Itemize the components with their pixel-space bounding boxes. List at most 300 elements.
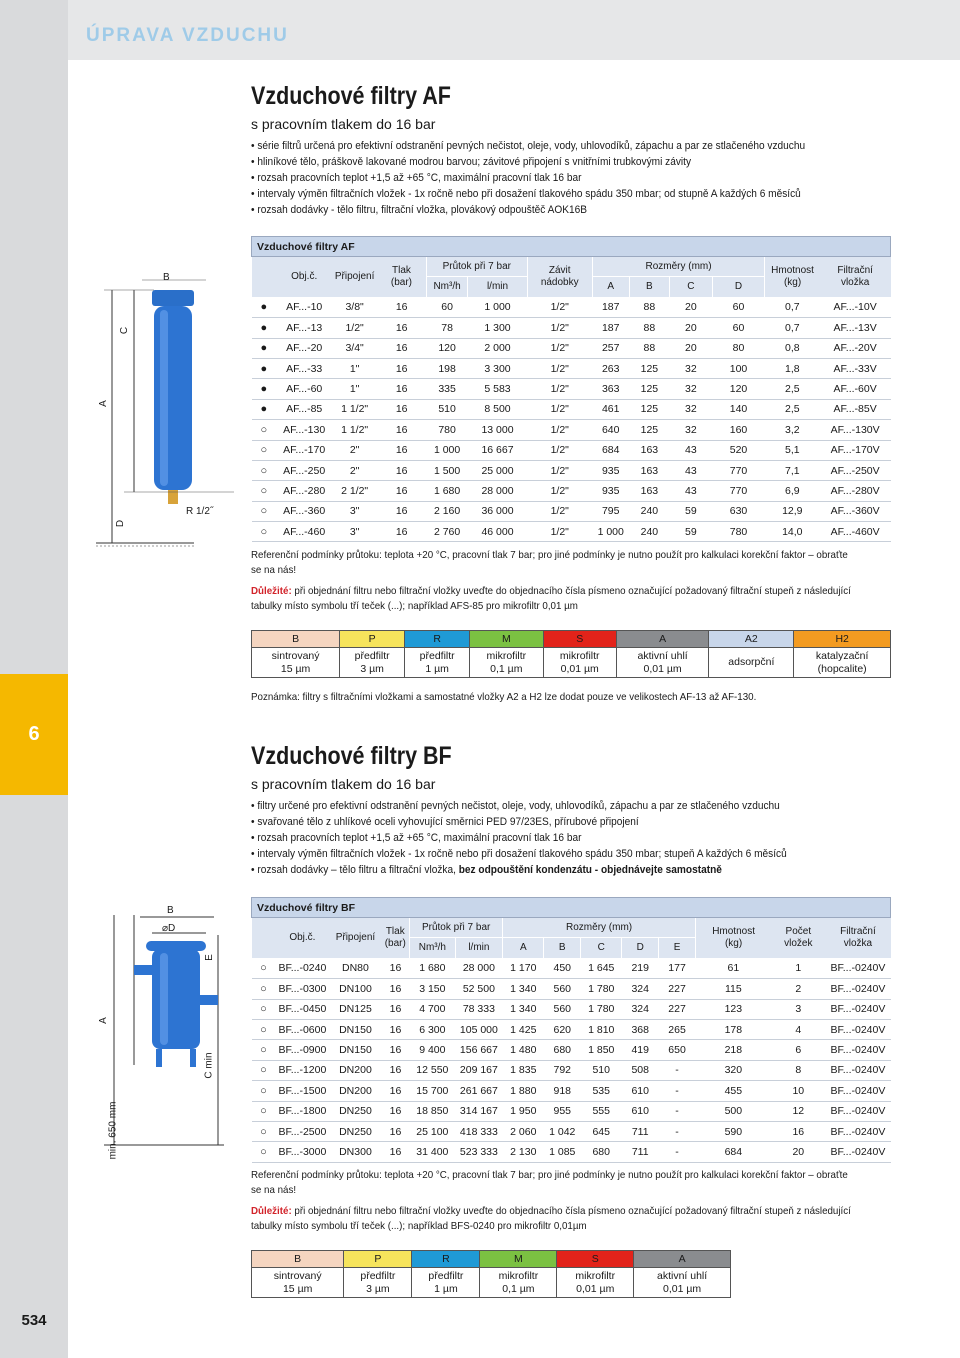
table-cell: 610 xyxy=(622,1081,659,1101)
table-cell: 13 000 xyxy=(468,420,527,440)
table-cell: 12 xyxy=(771,1101,825,1121)
table-cell: 1 170 xyxy=(503,958,544,978)
table-cell: 140 xyxy=(712,399,765,419)
table-cell: 461 xyxy=(592,399,629,419)
availability-icon: ● xyxy=(252,297,277,317)
grade-size: 15 µm xyxy=(282,1282,313,1295)
table-cell: 178 xyxy=(695,1019,771,1039)
table-cell: 684 xyxy=(695,1142,771,1162)
availability-icon: ○ xyxy=(252,979,276,999)
table-cell: 60 xyxy=(712,297,765,317)
table-cell: 78 xyxy=(426,318,467,338)
grade-name: předfiltr xyxy=(428,1269,464,1282)
table-cell: 125 xyxy=(629,399,669,419)
table-cell: DN300 xyxy=(329,1142,381,1162)
table-cell: 510 xyxy=(581,1060,622,1080)
grade-desc xyxy=(709,648,794,678)
table-cell: 123 xyxy=(695,999,771,1019)
table-cell: 3/8" xyxy=(332,297,377,317)
af-bullet: • hliníkové tělo, práškově lakované modrou barvou; závitové připojení s vnitřními trubkovými závity xyxy=(251,154,895,170)
grade-name: aktivní uhlí xyxy=(656,1269,708,1282)
grade-size: 0,1 µm xyxy=(490,662,523,675)
table-cell: 16 xyxy=(377,460,426,480)
table-cell: 500 xyxy=(695,1101,771,1121)
section-title: ÚPRAVA VZDUCHU xyxy=(86,25,289,46)
table-cell: 1,8 xyxy=(765,358,820,378)
table-cell: AF...-130V xyxy=(820,420,891,440)
table-cell: 1 042 xyxy=(544,1121,581,1141)
table-cell: 324 xyxy=(622,999,659,1019)
table-cell: 8 xyxy=(771,1060,825,1080)
table-cell: AF...-250 xyxy=(276,460,332,480)
table-cell: 198 xyxy=(426,358,467,378)
bf-bullet: • svařované tělo z uhlíkové oceli vyhovující směrnici PED 97/23ES, přírubové připojení xyxy=(251,814,895,830)
table-cell: 711 xyxy=(622,1121,659,1141)
table-cell: 1 645 xyxy=(581,958,622,978)
table-cell: 918 xyxy=(544,1081,581,1101)
grade-name: mikrofiltr xyxy=(559,649,600,662)
table-cell: 523 333 xyxy=(455,1142,503,1162)
table-cell: 80 xyxy=(712,338,765,358)
chapter-tab: 6 xyxy=(0,674,68,795)
grade-name: mikrofiltr xyxy=(575,1269,616,1282)
grade-desc xyxy=(557,1268,634,1298)
bf-th-prutok: Průtok při 7 bar xyxy=(410,918,503,938)
table-cell: 163 xyxy=(629,460,669,480)
table-cell: 795 xyxy=(592,501,629,521)
table-cell: 1 340 xyxy=(503,979,544,999)
table-row xyxy=(252,318,891,338)
table-cell: BF...-0300 xyxy=(275,979,329,999)
table-cell: BF...-0600 xyxy=(275,1019,329,1039)
table-cell: AF...-170 xyxy=(276,440,332,460)
table-cell: 510 xyxy=(426,399,467,419)
table-cell: 20 xyxy=(670,318,713,338)
table-cell: 105 000 xyxy=(455,1019,503,1039)
grade-name: předfiltr xyxy=(354,649,390,662)
grade-code: B xyxy=(252,631,340,648)
af-th-hmotnost: Hmotnost (kg) xyxy=(765,257,820,298)
grade-code: H2 xyxy=(794,631,891,648)
table-cell: BF...-1200 xyxy=(275,1060,329,1080)
bf-th-b: B xyxy=(544,938,581,958)
bf-dim-a: A xyxy=(97,1017,109,1024)
table-cell: 2 1/2" xyxy=(332,481,377,501)
table-cell: 320 xyxy=(695,1060,771,1080)
af-th-c: C xyxy=(670,277,713,297)
availability-icon: ● xyxy=(252,338,277,358)
table-cell: AF...-360 xyxy=(276,501,332,521)
af-th-nm3h: Nm³/h xyxy=(426,277,467,297)
grade-code: A xyxy=(634,1251,731,1268)
table-cell: 125 xyxy=(629,358,669,378)
bf-th-pocet: Počet vložek xyxy=(771,918,825,959)
table-cell: 265 xyxy=(659,1019,696,1039)
table-cell: - xyxy=(659,1142,696,1162)
availability-icon: ○ xyxy=(252,1040,276,1060)
availability-icon: ○ xyxy=(252,1121,276,1141)
table-cell: 1 810 xyxy=(581,1019,622,1039)
table-row xyxy=(252,1142,891,1162)
bf-dim-b: B xyxy=(167,905,174,916)
availability-icon: ○ xyxy=(252,958,276,978)
table-row xyxy=(252,979,891,999)
table-cell: 2 160 xyxy=(426,501,467,521)
availability-icon: ○ xyxy=(252,522,277,542)
table-cell: 680 xyxy=(581,1142,622,1162)
table-cell: 1/2" xyxy=(527,358,592,378)
table-cell: 1 1/2" xyxy=(332,399,377,419)
table-cell: 16 xyxy=(381,1121,409,1141)
availability-icon: ○ xyxy=(252,1019,276,1039)
table-cell: 1" xyxy=(332,358,377,378)
table-cell: 227 xyxy=(659,979,696,999)
table-cell: 187 xyxy=(592,297,629,317)
table-cell: 16 xyxy=(381,1060,409,1080)
section-header xyxy=(68,0,960,60)
table-cell: 620 xyxy=(544,1019,581,1039)
table-cell: 59 xyxy=(670,522,713,542)
grade-code: M xyxy=(470,631,543,648)
table-cell: 219 xyxy=(622,958,659,978)
bf-th-e: E xyxy=(659,938,696,958)
table-row xyxy=(252,420,891,440)
af-th-d: D xyxy=(712,277,765,297)
table-cell: 25 100 xyxy=(410,1121,455,1141)
grade-code: M xyxy=(480,1251,557,1268)
table-cell: DN125 xyxy=(329,999,381,1019)
bf-th-hmotnost: Hmotnost (kg) xyxy=(695,918,771,959)
table-cell: BF...-0240V xyxy=(825,1142,890,1162)
af-important: Důležité: při objednání filtru nebo filtrační vložky uveďte do objednacího čísla písmeno označující požadovaný filtrační stupeň z následující tabulky místo symbolu tří teček (...); například AFS-85 pro mikrofiltr 0,01 µm xyxy=(251,585,851,612)
grade-size: 3 µm xyxy=(360,662,384,675)
grade-name: adsorpční xyxy=(728,656,775,668)
table-cell: 115 xyxy=(695,979,771,999)
grade-code: S xyxy=(543,631,616,648)
af-bullets xyxy=(251,138,895,218)
table-cell: DN200 xyxy=(329,1060,381,1080)
table-cell: 16 xyxy=(377,338,426,358)
table-cell: DN250 xyxy=(329,1121,381,1141)
availability-icon: ○ xyxy=(252,999,276,1019)
table-cell: 46 000 xyxy=(468,522,527,542)
af-dim-c: C xyxy=(119,326,131,335)
grade-size: 1 µm xyxy=(434,1282,458,1295)
table-cell: 455 xyxy=(695,1081,771,1101)
table-cell: BF...-0240V xyxy=(825,958,890,978)
table-cell: 1 340 xyxy=(503,999,544,1019)
table-cell: 418 333 xyxy=(455,1121,503,1141)
af-table-caption: Vzduchové filtry AF xyxy=(252,237,891,257)
bf-bullet: • filtry určené pro efektivní odstranění pevných nečistot, oleje, vody, uhlovodíků, zápachu a par ze stlačeného vzduchu xyxy=(251,798,895,814)
table-cell: 16 xyxy=(381,1040,409,1060)
table-cell: 650 xyxy=(659,1040,696,1060)
table-cell: 5,1 xyxy=(765,440,820,460)
table-cell: 16 667 xyxy=(468,440,527,460)
table-cell: 125 xyxy=(629,379,669,399)
table-cell: 3" xyxy=(332,501,377,521)
table-row xyxy=(252,338,891,358)
table-cell: 36 000 xyxy=(468,501,527,521)
bf-th-nm3h: Nm³/h xyxy=(410,938,455,958)
table-cell: 4 xyxy=(771,1019,825,1039)
grade-size: 3 µm xyxy=(366,1282,390,1295)
table-cell: BF...-0240 xyxy=(275,958,329,978)
table-cell: 20 xyxy=(771,1142,825,1162)
availability-icon: ● xyxy=(252,379,277,399)
table-row xyxy=(252,358,891,378)
grade-code: A2 xyxy=(709,631,794,648)
availability-icon: ○ xyxy=(252,420,277,440)
table-cell: 257 xyxy=(592,338,629,358)
af-grade-table xyxy=(251,630,891,678)
bf-title: Vzduchové filtry BF xyxy=(251,742,452,770)
table-cell: 1 880 xyxy=(503,1081,544,1101)
grade-code: R xyxy=(405,631,470,648)
table-cell: 1/2" xyxy=(527,460,592,480)
table-cell: AF...-250V xyxy=(820,460,891,480)
table-cell: 1 680 xyxy=(426,481,467,501)
table-cell: 177 xyxy=(659,958,696,978)
table-cell: 209 167 xyxy=(455,1060,503,1080)
table-cell: 12,9 xyxy=(765,501,820,521)
af-reference: Referenční podmínky průtoku: teplota +20 °C, pracovní tlak 7 bar; pro jiné podmínky je nutno použít pro kalkulaci korekční faktor – obraťte se na nás! xyxy=(251,549,848,576)
grade-code: P xyxy=(344,1251,412,1268)
table-cell: AF...-170V xyxy=(820,440,891,460)
table-cell: 2 060 xyxy=(503,1121,544,1141)
table-cell: 20 xyxy=(670,297,713,317)
table-cell: 60 xyxy=(712,318,765,338)
bf-th-lmin: l/min xyxy=(455,938,503,958)
table-cell: 16 xyxy=(381,1142,409,1162)
table-row xyxy=(252,522,891,542)
table-cell: 16 xyxy=(771,1121,825,1141)
table-cell: 16 xyxy=(377,379,426,399)
af-poznamka: Poznámka: filtry s filtračními vložkami a samostatné vložky A2 a H2 lze dodat pouze ve velikostech AF-13 až AF-130. xyxy=(251,691,757,703)
table-cell: 1 000 xyxy=(592,522,629,542)
table-cell: 16 xyxy=(377,420,426,440)
af-bullet: • rozsah pracovních teplot +1,5 až +65 °C, maximální pracovní tlak 16 bar xyxy=(251,170,895,186)
table-cell: DN150 xyxy=(329,1019,381,1039)
table-cell: BF...-0240V xyxy=(825,1081,890,1101)
bf-dim-c: C min xyxy=(203,1052,215,1079)
table-cell: 2 xyxy=(771,979,825,999)
table-cell: BF...-0240V xyxy=(825,1121,890,1141)
table-cell: AF...-10V xyxy=(820,297,891,317)
table-cell: 120 xyxy=(426,338,467,358)
table-cell: 3,2 xyxy=(765,420,820,440)
table-cell: 88 xyxy=(629,318,669,338)
grade-desc xyxy=(412,1268,480,1298)
table-cell: 60 xyxy=(426,297,467,317)
table-cell: 780 xyxy=(426,420,467,440)
table-cell: DN100 xyxy=(329,979,381,999)
bf-reference: Referenční podmínky průtoku: teplota +20 °C, pracovní tlak 7 bar; pro jiné podmínky je nutno použít pro kalkulaci korekční faktor – obraťte se na nás! xyxy=(251,1169,848,1196)
table-cell: 16 xyxy=(377,358,426,378)
table-cell: 16 xyxy=(381,1101,409,1121)
table-cell: 1 xyxy=(771,958,825,978)
table-cell: 1/2" xyxy=(527,338,592,358)
table-cell: 156 667 xyxy=(455,1040,503,1060)
availability-icon: ○ xyxy=(252,440,277,460)
grade-size: 0,01 µm xyxy=(576,1282,615,1295)
table-cell: 28 000 xyxy=(468,481,527,501)
table-cell: BF...-0240V xyxy=(825,999,890,1019)
table-cell: 32 xyxy=(670,399,713,419)
bf-th-c: C xyxy=(581,938,622,958)
af-bullet: • rozsah dodávky - tělo filtru, filtrační vložka, plovákový odpouštěč AOK16B xyxy=(251,202,895,218)
availability-icon: ○ xyxy=(252,460,277,480)
af-th-vlozka: Filtrační vložka xyxy=(820,257,891,298)
table-cell: - xyxy=(659,1121,696,1141)
table-cell: BF...-0240V xyxy=(825,979,890,999)
table-cell: BF...-0240V xyxy=(825,1101,890,1121)
grade-code: A xyxy=(616,631,708,648)
table-cell: 8 500 xyxy=(468,399,527,419)
grade-size: 0,01 µm xyxy=(663,1282,702,1295)
table-cell: 1/2" xyxy=(527,481,592,501)
table-cell: 590 xyxy=(695,1121,771,1141)
bf-table-caption: Vzduchové filtry BF xyxy=(252,898,891,918)
table-cell: 780 xyxy=(712,522,765,542)
table-cell: 88 xyxy=(629,338,669,358)
table-row xyxy=(252,1060,891,1080)
af-dim-r: R 1/2˝ xyxy=(186,506,214,517)
table-cell: - xyxy=(659,1081,696,1101)
table-cell: 78 333 xyxy=(455,999,503,1019)
table-cell: 368 xyxy=(622,1019,659,1039)
table-cell: 1/2" xyxy=(527,399,592,419)
table-cell: 14,0 xyxy=(765,522,820,542)
bf-dim-d: ⌀D xyxy=(162,923,176,934)
table-cell: 16 xyxy=(377,318,426,338)
table-cell: 3 150 xyxy=(410,979,455,999)
grade-name: sintrovaný xyxy=(271,649,320,662)
table-cell: 0,7 xyxy=(765,297,820,317)
table-cell: 0,7 xyxy=(765,318,820,338)
availability-icon: ● xyxy=(252,318,277,338)
table-cell: 1 850 xyxy=(581,1040,622,1060)
table-cell: 16 xyxy=(377,399,426,419)
table-cell: 43 xyxy=(670,481,713,501)
table-cell: DN80 xyxy=(329,958,381,978)
table-cell: 314 167 xyxy=(455,1101,503,1121)
table-row xyxy=(252,399,891,419)
table-cell: AF...-33V xyxy=(820,358,891,378)
table-cell: AF...-130 xyxy=(276,420,332,440)
table-cell: 935 xyxy=(592,460,629,480)
table-cell: 560 xyxy=(544,999,581,1019)
grade-desc xyxy=(634,1268,731,1298)
table-cell: DN200 xyxy=(329,1081,381,1101)
table-cell: 43 xyxy=(670,440,713,460)
table-cell: 684 xyxy=(592,440,629,460)
table-cell: 1 780 xyxy=(581,999,622,1019)
table-cell: 1/2" xyxy=(527,440,592,460)
table-cell: 120 xyxy=(712,379,765,399)
table-row xyxy=(252,1101,891,1121)
table-cell: 16 xyxy=(377,297,426,317)
grade-desc xyxy=(252,648,340,678)
table-cell: 3 xyxy=(771,999,825,1019)
grade-desc xyxy=(405,648,470,678)
table-cell: BF...-0240V xyxy=(825,1060,890,1080)
table-cell: 100 xyxy=(712,358,765,378)
grade-size: 15 µm xyxy=(280,662,311,675)
table-cell: AF...-20V xyxy=(820,338,891,358)
bf-bullet: • rozsah dodávky – tělo filtru a filtrační vložka, bez odpouštění kondenzátu - objednávejte samostatně xyxy=(251,862,895,878)
table-cell: 32 xyxy=(670,358,713,378)
table-cell: BF...-1800 xyxy=(275,1101,329,1121)
table-cell: 240 xyxy=(629,522,669,542)
table-cell: 16 xyxy=(377,440,426,460)
table-cell: 16 xyxy=(377,522,426,542)
table-cell: 160 xyxy=(712,420,765,440)
table-cell: AF...-460 xyxy=(276,522,332,542)
table-cell: AF...-360V xyxy=(820,501,891,521)
table-cell: AF...-10 xyxy=(276,297,332,317)
af-title: Vzduchové filtry AF xyxy=(251,82,451,110)
table-cell: 535 xyxy=(581,1081,622,1101)
grade-name: aktivní uhlí xyxy=(637,649,688,662)
table-cell: 0,8 xyxy=(765,338,820,358)
table-cell: 25 000 xyxy=(468,460,527,480)
table-cell: AF...-85V xyxy=(820,399,891,419)
table-cell: 324 xyxy=(622,979,659,999)
table-cell: 1/2" xyxy=(527,297,592,317)
bf-important: Důležité: při objednání filtru nebo filtrační vložky uveďte do objednacího čísla písmeno označující požadovaný filtrační stupeň z následující tabulky místo symbolu tří teček (...); například BFS-0240 pro mikrofiltr 0,01µm xyxy=(251,1205,851,1232)
table-cell: 363 xyxy=(592,379,629,399)
table-cell: 1 835 xyxy=(503,1060,544,1080)
bf-dim-min: min. 650 mm xyxy=(107,1101,119,1160)
page-number: 534 xyxy=(21,1312,47,1329)
af-bullet: • série filtrů určená pro efektivní odstranění pevných nečistot, oleje, vody, uhlovodíků, zápachu a par ze stlačeného vzduchu xyxy=(251,138,895,154)
grade-desc xyxy=(344,1268,412,1298)
table-cell: 16 xyxy=(381,1081,409,1101)
table-cell: 28 000 xyxy=(455,958,503,978)
availability-icon: ○ xyxy=(252,1101,276,1121)
grade-size: 0,01 µm xyxy=(643,662,682,675)
table-row xyxy=(252,297,891,317)
grade-desc xyxy=(794,648,891,678)
table-row xyxy=(252,1019,891,1039)
table-cell: 508 xyxy=(622,1060,659,1080)
af-th-lmin: l/min xyxy=(468,277,527,297)
af-dim-d: D xyxy=(115,519,127,528)
bf-grade-table xyxy=(251,1250,731,1298)
grade-name: sintrovaný xyxy=(273,1269,322,1282)
table-cell: 335 xyxy=(426,379,467,399)
table-cell: BF...-2500 xyxy=(275,1121,329,1141)
table-cell: 9 400 xyxy=(410,1040,455,1060)
grade-name: mikrofiltr xyxy=(486,649,527,662)
table-cell: 227 xyxy=(659,999,696,1019)
table-cell: 1 780 xyxy=(581,979,622,999)
table-cell: 3/4" xyxy=(332,338,377,358)
grade-code: P xyxy=(340,631,405,648)
table-row xyxy=(252,1040,891,1060)
bf-th-pripojeni: Připojení xyxy=(329,918,381,959)
table-cell: 163 xyxy=(629,440,669,460)
grade-size: 1 µm xyxy=(425,662,449,675)
table-cell: 630 xyxy=(712,501,765,521)
table-cell: 2 130 xyxy=(503,1142,544,1162)
table-cell: 1/2" xyxy=(527,318,592,338)
table-cell: 6,9 xyxy=(765,481,820,501)
bf-th-rozmery: Rozměry (mm) xyxy=(503,918,696,938)
grade-name: předfiltr xyxy=(419,649,455,662)
table-cell: 52 500 xyxy=(455,979,503,999)
